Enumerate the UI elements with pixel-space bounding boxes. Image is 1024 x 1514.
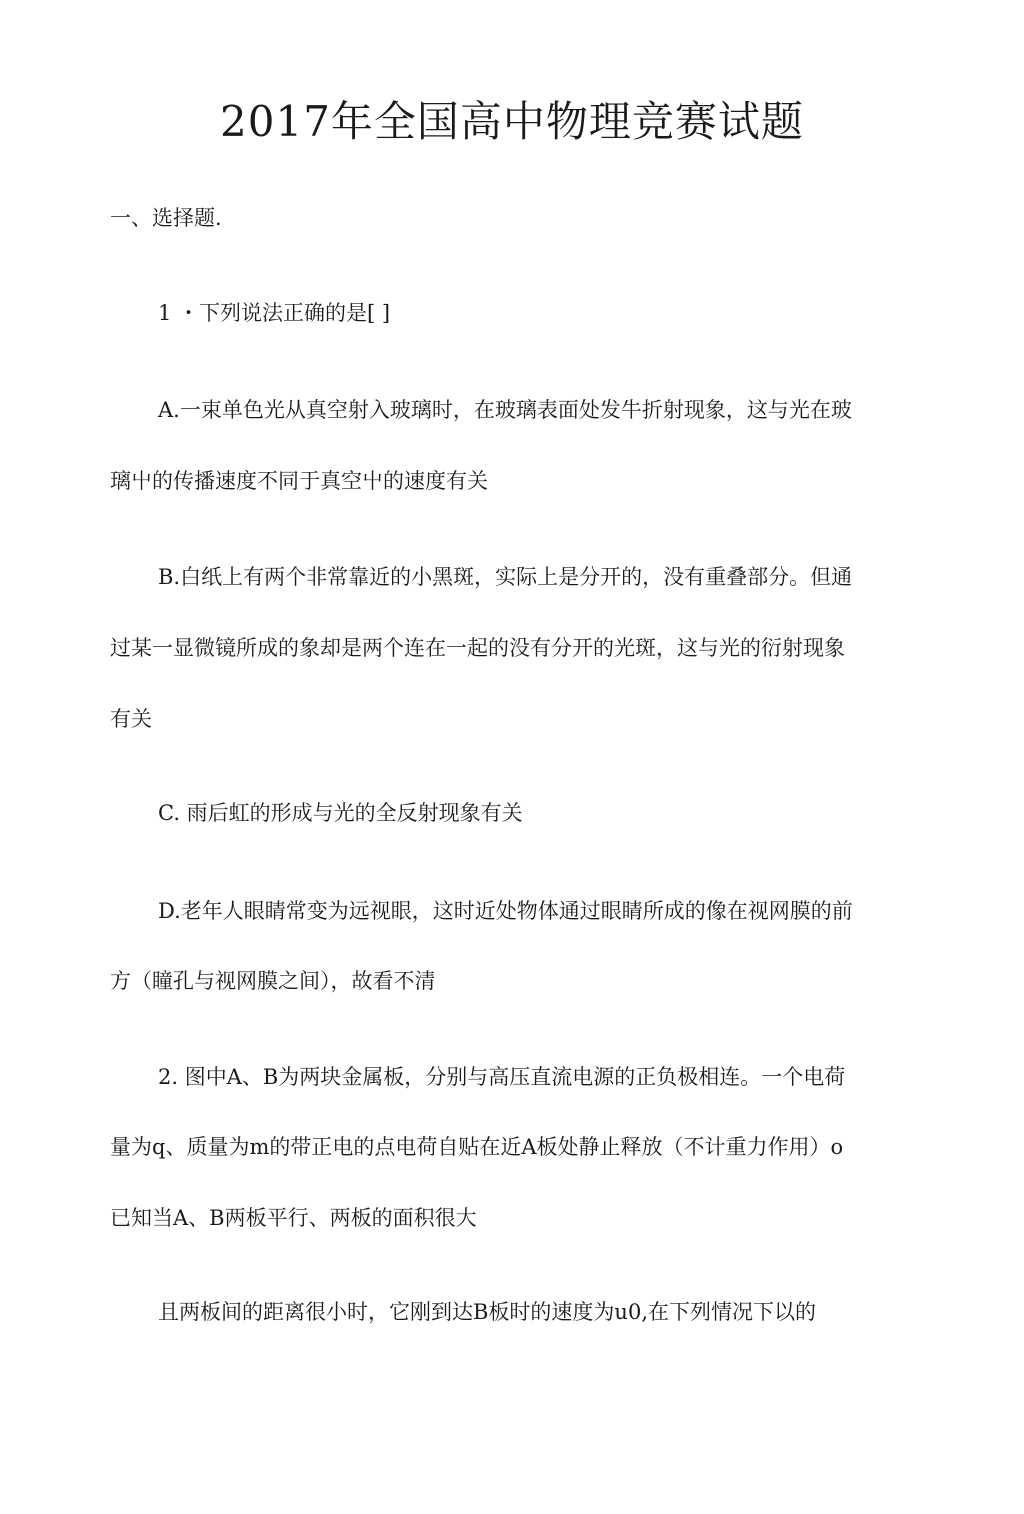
question-1-option-a-line-2: 璃屮的传播速度不同于真空屮的速度有关 [110, 469, 488, 493]
question-1-option-d-line-1: D.老年人眼睛常变为远视眼，这时近处物体通过眼睛所成的像在视网膜的前 [158, 899, 853, 923]
question-1-option-a-line-1: A.一束单色光从真空射入玻璃时，在玻璃表面处发牛折射现象，这与光在玻 [158, 398, 852, 422]
question-1-stem: 1 ・下列说法正确的是[ ] [158, 301, 391, 325]
document-title: 2017年全国高中物理竞赛试题 [220, 97, 804, 146]
question-1-option-c: C. 雨后虹的形成与光的全反射现象有关 [158, 801, 523, 825]
question-1-option-d-line-2: 方（瞳孔与视网膜之间），故看不清 [110, 969, 436, 993]
question-1-option-b-line-3: 有关 [110, 707, 152, 731]
question-1-option-b-line-1: B.白纸上有两个非常靠近的小黑斑，实际上是分开的，没有重叠部分。但通 [158, 565, 853, 589]
question-2-line-4: 且两板间的距离很小时，它刚到达B板时的速度为u0,在下列情况下以的 [158, 1300, 816, 1324]
section-heading: 一、选择题. [110, 206, 222, 230]
question-2-line-3: 已知当A、B两板平行、两板的面积很大 [110, 1206, 477, 1230]
question-2-line-2: 量为q、质量为m的带正电的点电荷自贴在近A板处静止释放（不计重力作用）o [110, 1135, 844, 1159]
question-2-line-1: 2. 图中A、B为两块金属板，分别与高压直流电源的正负极相连。一个电荷 [158, 1065, 846, 1089]
question-1-option-b-line-2: 过某一显微镜所成的象却是两个连在一起的没有分开的光斑，这与光的衍射现象 [110, 636, 845, 660]
